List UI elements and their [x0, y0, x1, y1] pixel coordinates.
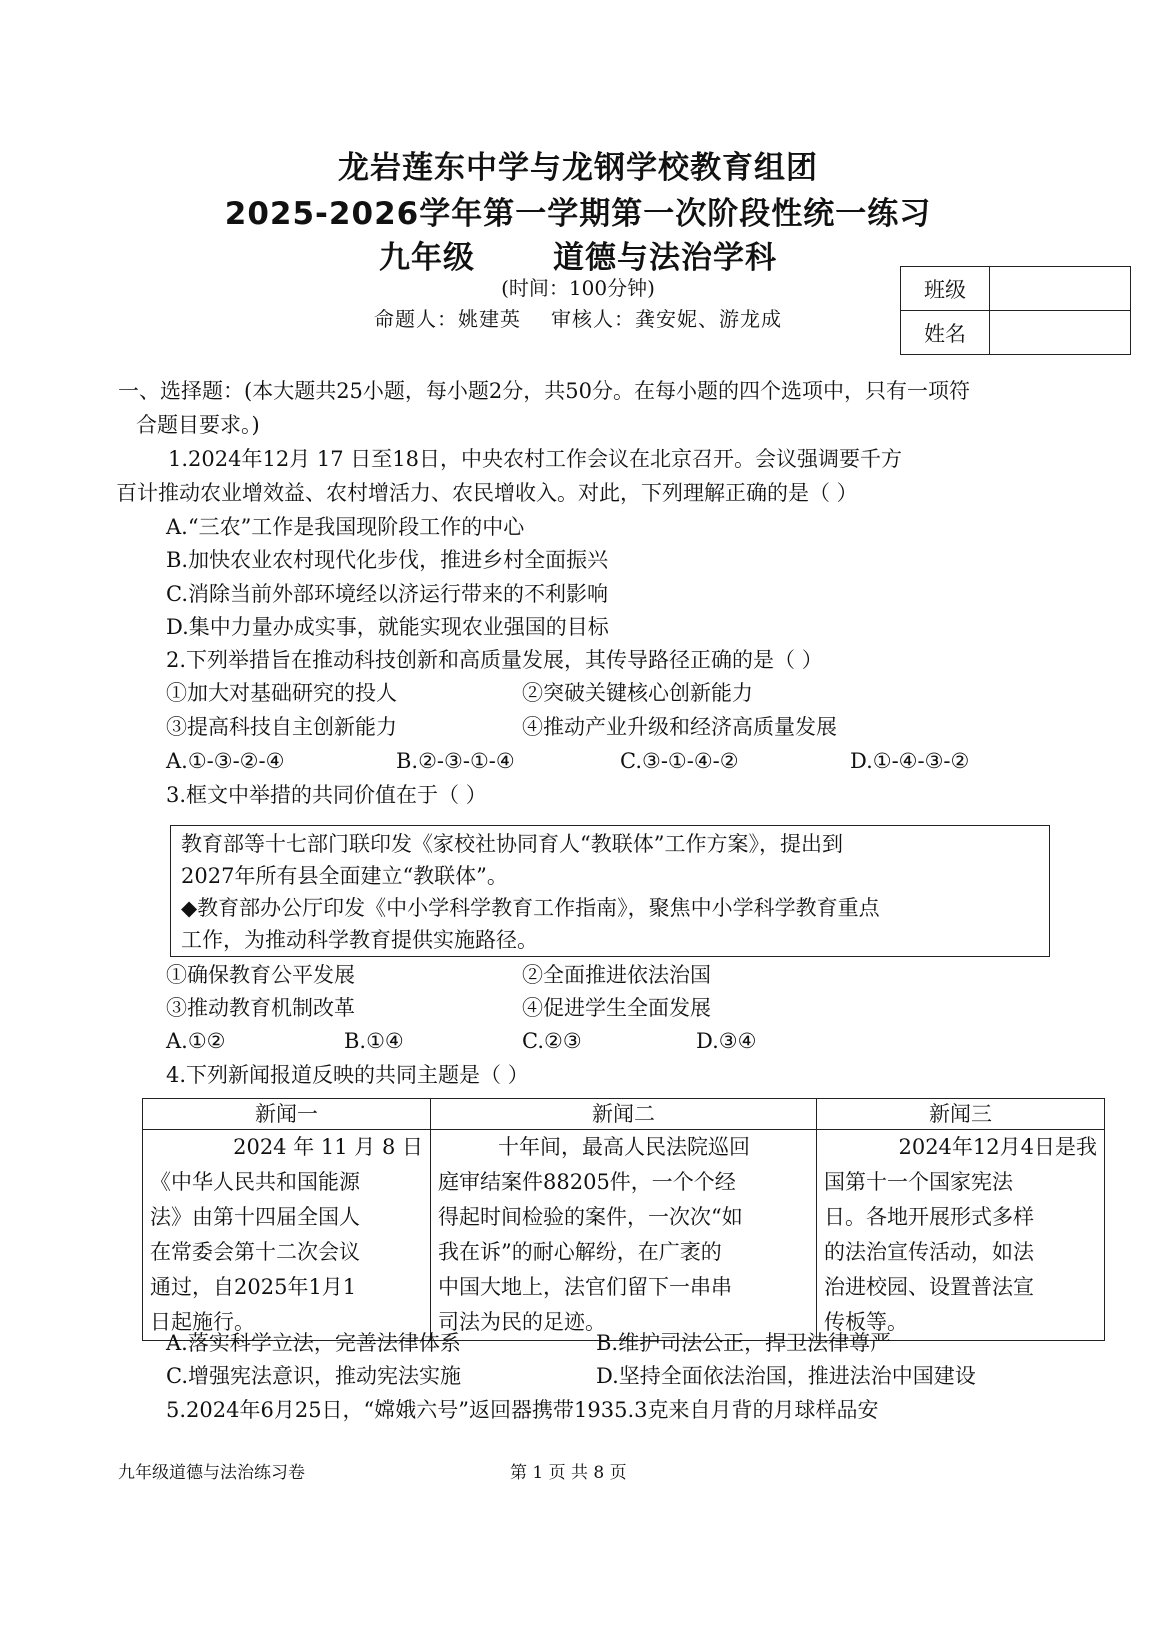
q2-option-d: D.①-④-③-② — [850, 749, 970, 773]
q1-option-c: C.消除当前外部环境经以济运行带来的不利影响 — [166, 582, 608, 606]
class-field[interactable] — [990, 267, 1131, 311]
page-number: 第 1 页 共 8 页 — [510, 1463, 627, 1483]
news-3-line: 2024年12月4日是我 — [898, 1135, 1097, 1159]
section-heading-cont: 合题目要求。) — [136, 413, 260, 437]
q3-option-b: B.①④ — [344, 1029, 404, 1053]
news-1-body — [143, 1130, 431, 1341]
q3-item-1: ①确保教育公平发展 — [166, 963, 355, 987]
q3-material-line-1: 教育部等十七部门联印发《家校社协同育人“教联体”工作方案》，提出到 — [181, 832, 843, 856]
subject-label: 道德与法治学科 — [553, 240, 777, 276]
news-2-line: 得起时间检验的案件，一次次“如 — [438, 1205, 743, 1229]
q3-item-4: ④促进学生全面发展 — [522, 996, 711, 1020]
q2-option-b: B.②-③-①-④ — [396, 749, 515, 773]
q4-stem: 4.下列新闻报道反映的共同主题是（ ） — [166, 1063, 529, 1087]
q2-option-a: A.①-③-②-④ — [166, 749, 285, 773]
q3-item-3: ③推动教育机制改革 — [166, 996, 355, 1020]
news-1-title: 新闻一 — [143, 1099, 431, 1130]
q3-option-a: A.①② — [166, 1029, 226, 1053]
q2-item-1: ①加大对基础研究的投人 — [166, 681, 397, 705]
news-1-line: 通过，自2025年1月1 — [150, 1275, 357, 1299]
name-label: 姓名 — [901, 311, 990, 355]
news-3-title: 新闻三 — [817, 1099, 1105, 1130]
news-3-body — [817, 1130, 1105, 1341]
q1-stem-cont: 百计推动农业增效益、农村增活力、农民增收入。对此，下列理解正确的是（ ） — [116, 481, 858, 505]
section-heading: 一、选择题：(本大题共25小题，每小题2分，共50分。在每小题的四个选项中，只有一项符 — [118, 379, 970, 403]
q2-item-3: ③提高科技自主创新能力 — [166, 715, 397, 739]
q4-option-c: C.增强宪法意识，推动宪法实施 — [166, 1364, 461, 1388]
q3-material-line-2: 2027年所有县全面建立“教联体”。 — [181, 864, 508, 888]
q3-material-box — [170, 825, 1050, 957]
q2-item-4: ④推动产业升级和经济高质量发展 — [522, 715, 837, 739]
exam-title-school: 龙岩莲东中学与龙钢学校教育组团 — [338, 150, 818, 186]
q4-option-a: A.落实科学立法，完善法律体系 — [166, 1331, 461, 1355]
news-1-line: 法》由第十四届全国人 — [150, 1205, 360, 1229]
news-2-line: 我在诉”的耐心解纷，在广袤的 — [438, 1240, 722, 1264]
q1-stem: 1.2024年12月 17 日至18日，中央农村工作会议在北京召开。会议强调要千方 — [168, 447, 902, 471]
q1-option-d: D.集中力量办成实事，就能实现农业强国的目标 — [166, 615, 609, 639]
news-3-line: 的法治宣传活动，如法 — [824, 1240, 1034, 1264]
exam-duration: (时间：100分钟) — [501, 276, 655, 300]
q1-option-b: B.加快农业农村现代化步伐，推进乡村全面振兴 — [166, 548, 609, 572]
news-3-line: 日。各地开展形式多样 — [824, 1205, 1034, 1229]
q1-option-a: A.“三农”工作是我国现阶段工作的中心 — [166, 515, 525, 539]
q3-material-line-3: ◆教育部办公厅印发《中小学科学教育工作指南》，聚焦中小学科学教育重点 — [181, 896, 880, 920]
exam-title-term: 2025-2026学年第一学期第一次阶段性统一练习 — [224, 196, 932, 232]
news-2-line: 十年间，最高人民法院巡回 — [498, 1135, 750, 1159]
news-1-line: 在常委会第十二次会议 — [150, 1240, 360, 1264]
grade-label: 九年级 — [379, 240, 475, 276]
q3-stem: 3.框文中举措的共同价值在于（ ） — [166, 783, 487, 807]
news-1-line: 《中华人民共和国能源 — [150, 1170, 360, 1194]
news-2-line: 中国大地上，法官们留下一串串 — [438, 1275, 732, 1299]
q3-option-c: C.②③ — [522, 1029, 582, 1053]
q4-option-b: B.维护司法公正，捍卫法律尊严 — [596, 1331, 892, 1355]
q2-item-2: ②突破关键核心创新能力 — [522, 681, 753, 705]
q4-option-d: D.坚持全面依法治国，推进法治中国建设 — [596, 1364, 976, 1388]
footer-title: 九年级道德与法治练习卷 — [118, 1463, 305, 1483]
news-1-line: 日起施行。 — [150, 1310, 255, 1334]
news-1-line: 2024 年 11 月 8 日 — [233, 1135, 423, 1159]
news-3-line: 治进校园、设置普法宣 — [824, 1275, 1034, 1299]
news-2-line: 庭审结案件88205件，一个个经 — [438, 1170, 736, 1194]
name-field[interactable] — [990, 311, 1131, 355]
q2-stem: 2.下列举措旨在推动科技创新和高质量发展，其传导路径正确的是（ ） — [166, 648, 823, 672]
q2-option-c: C.③-①-④-② — [620, 749, 739, 773]
news-3-line: 传板等。 — [824, 1310, 908, 1334]
student-info-table — [900, 266, 1131, 355]
news-2-body — [431, 1130, 817, 1341]
class-label: 班级 — [901, 267, 990, 311]
news-3-line: 国第十一个国家宪法 — [824, 1170, 1013, 1194]
q5-stem: 5.2024年6月25日，“嫦娥六号”返回器携带1935.3克来自月背的月球样品安 — [166, 1398, 879, 1422]
news-2-line: 司法为民的足迹。 — [438, 1310, 606, 1334]
q3-item-2: ②全面推进依法治国 — [522, 963, 711, 987]
reviewer-names: 审核人：龚安妮、游龙成 — [551, 307, 782, 331]
q3-material-line-4: 工作，为推动科学教育提供实施路径。 — [181, 928, 538, 952]
q3-option-d: D.③④ — [696, 1029, 757, 1053]
q4-news-table — [142, 1098, 1105, 1341]
news-2-title: 新闻二 — [431, 1099, 817, 1130]
author-names: 命题人：姚建英 — [374, 307, 521, 331]
